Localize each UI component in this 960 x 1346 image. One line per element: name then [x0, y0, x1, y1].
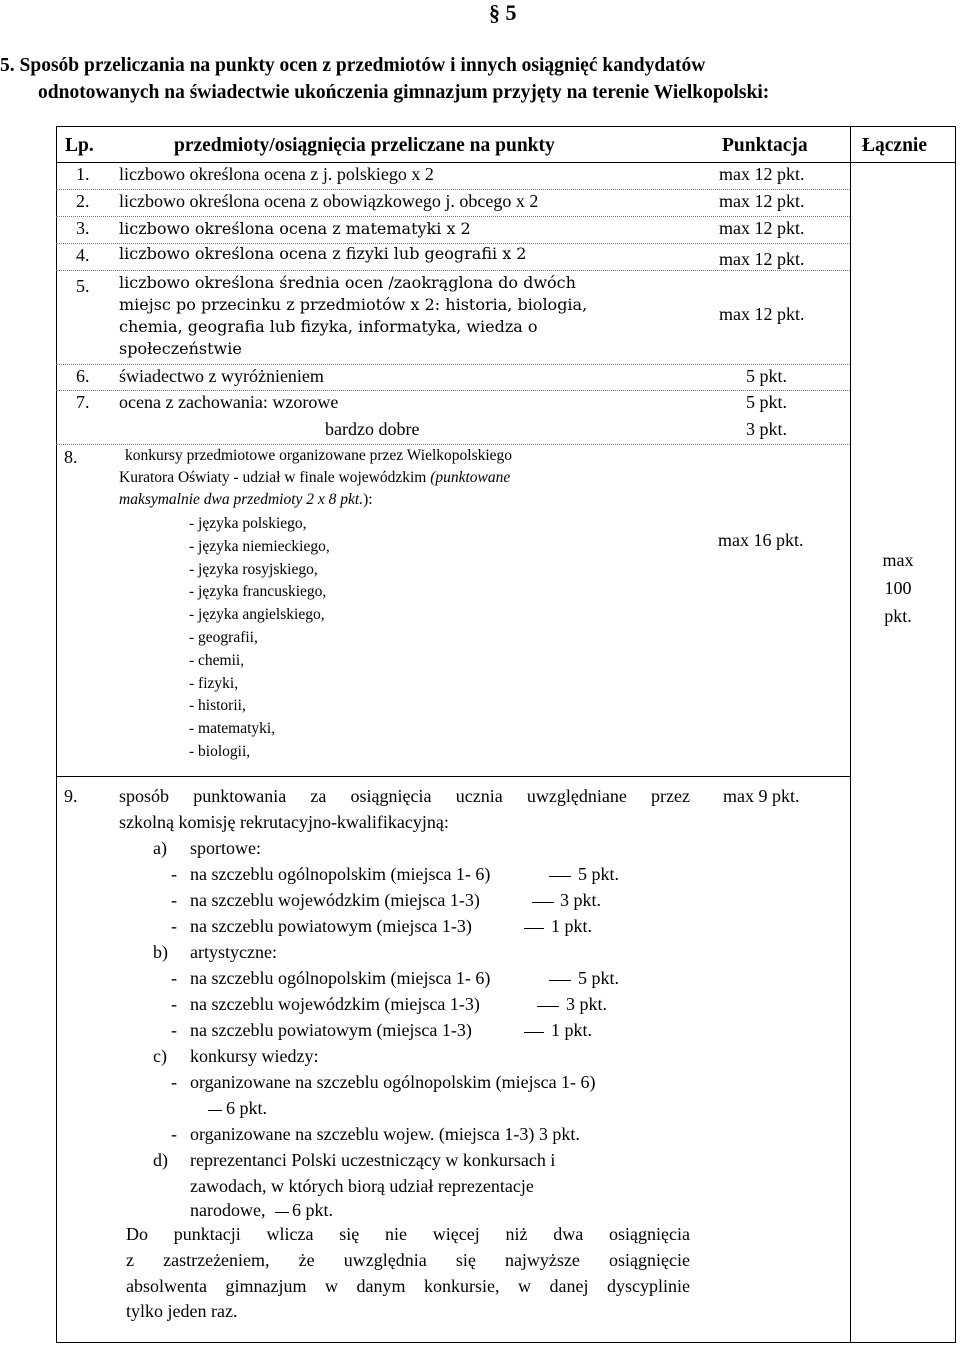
row-text-line: liczbowo określona średnia ocen /zaokrąglona do dwóch — [119, 273, 576, 292]
row-text-italic: maksymalnie dwa przedmioty 2 x 8 pkt. — [119, 491, 364, 508]
header-bottom-border — [56, 162, 956, 163]
achievement-text: organizowane na szczeblu wojew. (miejsca 1-3) 3 pkt. — [190, 1124, 580, 1144]
row-text: liczbowo określona ocena z j. polskiego x 2 — [119, 164, 434, 184]
row-text-2: bardzo dobre — [325, 419, 420, 439]
row-text: świadectwo z wyróżnieniem — [119, 366, 324, 386]
list-item: - geografii, — [189, 628, 258, 646]
dash-connector — [549, 980, 571, 981]
note-line: absolwenta gimnazjum w danym konkursie, w danej dyscyplinie — [126, 1276, 690, 1296]
dash-marker: - — [171, 1020, 177, 1040]
total-value-line: max — [882, 550, 914, 570]
dash-connector — [532, 902, 554, 903]
list-item: - języka polskiego, — [189, 515, 307, 532]
row-number: 2. — [76, 191, 90, 211]
list-item: - języka rosyjskiego, — [189, 560, 318, 578]
list-marker: d) — [153, 1150, 168, 1170]
list-item: - chemii, — [189, 651, 245, 669]
row-divider — [56, 189, 850, 190]
row-divider — [56, 270, 850, 271]
total-value-line: pkt. — [884, 606, 912, 626]
dash-marker: - — [171, 1124, 177, 1144]
row-points: 5 pkt. — [746, 366, 788, 386]
achievement-text: na szczeblu wojewódzkim (miejsca 1-3) — [190, 994, 480, 1014]
list-item: - języka niemieckiego, — [189, 537, 330, 555]
row-text-part: ): — [363, 491, 373, 508]
row-number: 6. — [76, 366, 90, 386]
list-marker: c) — [153, 1046, 167, 1066]
header-points: Punktacja — [722, 135, 808, 156]
row-text-line: konkursy przedmiotowe organizowane przez Wielkopolskiego — [125, 447, 513, 464]
list-marker: a) — [153, 838, 167, 858]
total-column-border — [850, 126, 851, 1343]
dash-connector — [208, 1110, 222, 1111]
achievement-points: 6 pkt. — [226, 1098, 268, 1118]
page-number: § 5 — [489, 0, 517, 25]
achievement-text: na szczeblu ogólnopolskim (miejsca 1- 6) — [190, 864, 491, 884]
row-divider — [56, 444, 850, 445]
total-value — [868, 546, 928, 630]
row-points: max 9 pkt. — [723, 786, 800, 806]
row-text: ocena z zachowania: wzorowe — [119, 392, 339, 412]
achievement-text: narodowe, — [190, 1200, 266, 1220]
row-points: 5 pkt. — [746, 392, 788, 412]
note-line: tylko jeden raz. — [126, 1301, 238, 1321]
achievement-text: na szczeblu wojewódzkim (miejsca 1-3) — [190, 890, 480, 910]
header-subject: przedmioty/osiągnięcia przeliczane na punkty — [174, 135, 555, 156]
achievement-points: 1 pkt. — [551, 1020, 593, 1040]
row-text-line: miejsc po przecinku z przedmiotów x 2: historia, biologia, — [119, 295, 588, 314]
row-number: 3. — [76, 218, 90, 238]
achievement-points: 6 pkt. — [292, 1200, 334, 1220]
list-item: - historii, — [189, 697, 246, 715]
row-text-line — [119, 491, 373, 509]
note-line: Do punktacji wlicza się nie więcej niż dwa osiągnięcia — [126, 1224, 690, 1244]
dash-marker: - — [171, 1072, 177, 1092]
achievement-text: zawodach, w których biorą udział reprezentacje — [190, 1176, 534, 1196]
list-item: - biologii, — [189, 742, 251, 760]
row-divider — [56, 216, 850, 217]
achievement-points: 3 pkt. — [560, 890, 602, 910]
table-left-border — [56, 126, 57, 1343]
dash-connector — [275, 1212, 289, 1213]
dash-marker: - — [171, 890, 177, 910]
section-heading — [0, 52, 952, 106]
list-item: - języka francuskiego, — [189, 583, 327, 601]
row-text-italic: (punktowane — [430, 469, 511, 486]
row-number: 5. — [76, 276, 90, 296]
row-number: 4. — [76, 245, 90, 265]
list-marker: b) — [153, 942, 168, 962]
row-text-line: społeczeństwie — [119, 339, 242, 358]
total-value-line: 100 — [884, 578, 912, 598]
heading-line-2: odnotowanych na świadectwie ukończenia gimnazjum przyjęty na terenie Wielkopolski: — [38, 82, 770, 103]
dash-marker: - — [171, 864, 177, 884]
row-points: max 12 pkt. — [719, 218, 805, 238]
category-label: konkursy wiedzy: — [190, 1046, 319, 1066]
table-top-border — [56, 126, 956, 127]
dash-connector — [524, 1032, 544, 1033]
row-points: max 16 pkt. — [718, 530, 804, 550]
row-points-2: 3 pkt. — [746, 419, 788, 439]
list-item: - matematyki, — [189, 720, 276, 738]
achievement-points: 3 pkt. — [566, 994, 608, 1014]
note-line: z zastrzeżeniem, że uwzględnia się najwyższe osiągnięcie — [126, 1250, 690, 1270]
row-text: liczbowo określona ocena z matematyki x 2 — [119, 219, 471, 238]
row-8-bottom-border — [56, 776, 850, 777]
dash-marker: - — [171, 968, 177, 988]
row-number: 8. — [64, 447, 78, 467]
category-label: sportowe: — [190, 838, 261, 858]
achievement-text: na szczeblu powiatowym (miejsca 1-3) — [190, 1020, 472, 1040]
row-text — [119, 272, 587, 360]
heading-line-1: 5. Sposób przeliczania na punkty ocen z przedmiotów i innych osiągnięć kandydatów — [0, 55, 706, 76]
row-number: 1. — [76, 164, 90, 184]
row-number: 7. — [76, 392, 90, 412]
row-number: 9. — [64, 786, 78, 806]
row-text-line: chemia, geografia lub fizyka, informatyka, wiedza o — [119, 317, 538, 336]
row-text: liczbowo określona ocena z fizyki lub geografii x 2 — [119, 244, 527, 263]
list-item: - fizyki, — [189, 674, 239, 692]
intro-line: szkolną komisję rekrutacyjno-kwalifikacyjną: — [119, 812, 449, 832]
row-divider — [56, 390, 850, 391]
category-label: artystyczne: — [190, 942, 277, 962]
table-right-border — [955, 126, 956, 1343]
achievement-text: na szczeblu ogólnopolskim (miejsca 1- 6) — [190, 968, 491, 988]
achievement-text: reprezentanci Polski uczestniczący w konkursach i — [190, 1150, 556, 1170]
row-points: max 12 pkt. — [719, 164, 805, 184]
dash-connector — [524, 928, 544, 929]
table-bottom-border — [56, 1342, 956, 1343]
row-points: max 12 pkt. — [719, 304, 805, 324]
achievement-points: 1 pkt. — [551, 916, 593, 936]
achievement-points: 5 pkt. — [578, 968, 620, 988]
achievement-text: organizowane na szczeblu ogólnopolskim (miejsca 1- 6) — [190, 1072, 596, 1092]
achievement-text: na szczeblu powiatowym (miejsca 1-3) — [190, 916, 472, 936]
row-points: max 12 pkt. — [719, 191, 805, 211]
row-text-part: Kuratora Oświaty - udział w finale wojewódzkim — [119, 469, 427, 486]
dash-marker: - — [171, 994, 177, 1014]
header-lp: Lp. — [65, 135, 94, 156]
header-total: Łącznie — [862, 135, 927, 156]
list-item: - języka angielskiego, — [189, 606, 325, 624]
row-points: max 12 pkt. — [719, 249, 805, 269]
dash-connector — [537, 1006, 559, 1007]
intro-line: sposób punktowania za osiągnięcia ucznia uwzględniane przez — [119, 786, 690, 806]
dash-connector — [549, 876, 571, 877]
dash-marker: - — [171, 916, 177, 936]
subject-list — [189, 513, 330, 764]
row-text: liczbowo określona ocena z obowiązkowego j. obcego x 2 — [119, 191, 539, 211]
achievement-points: 5 pkt. — [578, 864, 620, 884]
row-text-line — [119, 469, 510, 487]
row-divider — [56, 364, 850, 365]
